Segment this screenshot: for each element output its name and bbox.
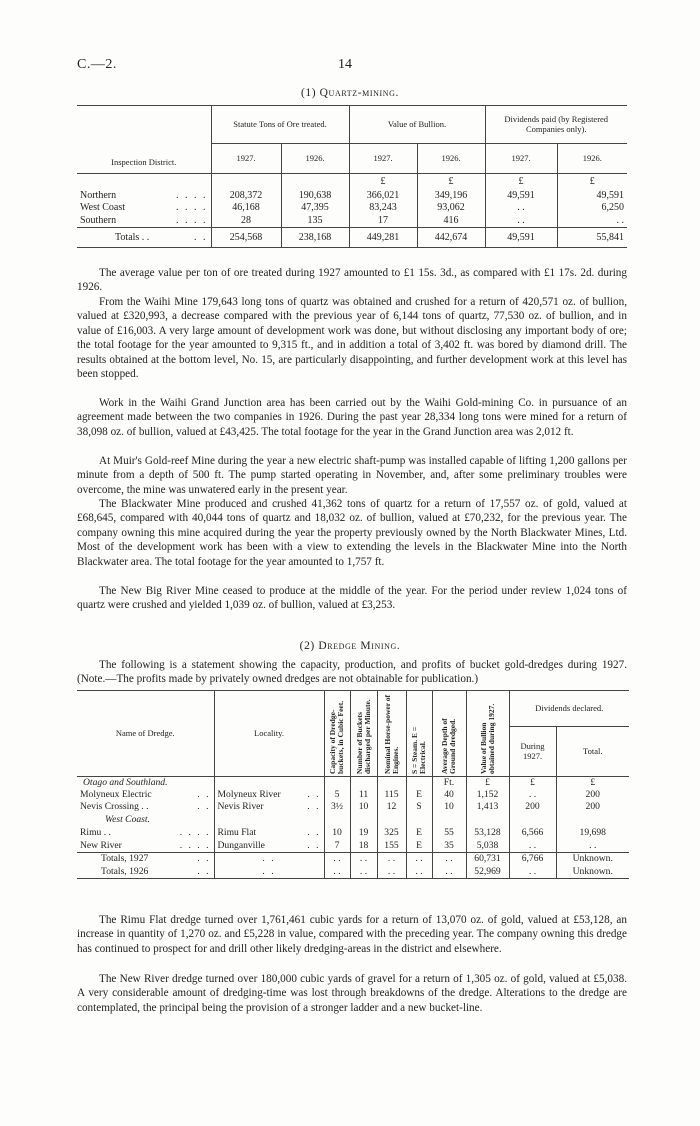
cell: . . — [324, 853, 350, 865]
leader-dots: . . — [197, 865, 211, 877]
cell: 53,128 — [466, 827, 509, 839]
cell: 19 — [350, 827, 377, 839]
cell: 18 — [350, 839, 377, 853]
quartz-year: 1926. — [281, 144, 349, 174]
leader-dots: . . . . — [176, 214, 208, 226]
cell: 5 — [324, 789, 350, 801]
cell: 200 — [509, 801, 556, 813]
group-label: Otago and Southland. — [83, 777, 168, 789]
dredge-col-power: S = Steam. E = Electrical. — [410, 726, 427, 774]
cell: 366,021 — [349, 190, 417, 202]
unit-label: £ — [557, 174, 627, 190]
cell: 155 — [377, 839, 406, 853]
leader-dots: . . . . — [179, 827, 211, 838]
cell: 3½ — [324, 801, 350, 813]
paragraph: The New Big River Mine ceased to produce at the middle of the year. For the period under review 1,024 tons of quartz were crushed and yielded 1,039 oz. of bullion, valued at £3,253. — [77, 585, 627, 612]
dredge-table — [77, 690, 629, 879]
cell: 49,591 — [485, 190, 557, 202]
cell: . . — [432, 853, 466, 865]
dredge-section-title — [0, 640, 700, 652]
cell: 200 — [556, 789, 629, 801]
paragraph: Work in the Waihi Grand Junction area has been carried out by the Waihi Gold-mining Co. in pursuance of an agreement made between the two companies in 1926. During the past year 28,334 long tons were mined for a return of 38,098 oz. of bullion, valued at £43,425. The total footage for the year in the Grand Junction area was 2,012 ft. — [77, 397, 627, 438]
cell: 449,281 — [349, 228, 417, 248]
cell: 47,395 — [281, 202, 349, 214]
table-row — [77, 827, 629, 839]
cell: 10 — [432, 801, 466, 813]
cell: 52,969 — [466, 865, 509, 879]
unit-label: £ — [509, 777, 556, 789]
cell: . . — [556, 839, 629, 853]
dredge-col-buckets: Number of Buckets discharged per Minute. — [354, 698, 372, 774]
district-name: Southern — [80, 214, 117, 226]
unit-label: £ — [466, 777, 509, 789]
cell: 190,638 — [281, 190, 349, 202]
leader-dots: . . . . — [176, 190, 208, 201]
group-label: West Coast. — [105, 814, 150, 825]
cell: 35 — [432, 839, 466, 853]
cell: . . — [214, 865, 324, 879]
cell: . . — [406, 865, 432, 879]
unit-label — [281, 174, 349, 190]
locality: Rimu Flat — [217, 827, 257, 838]
quartz-table — [77, 105, 627, 248]
totals-label: Totals, 1927 — [101, 853, 149, 865]
quartz-year: 1927. — [485, 144, 557, 174]
unit-label: £ — [417, 174, 485, 190]
quartz-year: 1927. — [211, 144, 281, 174]
quartz-year: 1926. — [417, 144, 485, 174]
locality: Molyneux River — [217, 789, 281, 800]
leader-dots: . . — [307, 801, 321, 812]
unit-label — [211, 174, 281, 190]
cell: . . — [350, 865, 377, 879]
leader-dots: . . . . — [179, 839, 211, 851]
cell: 1,152 — [466, 789, 509, 801]
cell: 7 — [324, 839, 350, 853]
cell: 5,038 — [466, 839, 509, 853]
cell: 6,766 — [509, 853, 556, 865]
cell: 6,250 — [557, 202, 627, 214]
quartz-section-title — [0, 87, 700, 99]
cell: 115 — [377, 789, 406, 801]
unit-label: £ — [485, 174, 557, 190]
unit-label: Ft. — [432, 777, 466, 789]
cell: E — [406, 827, 432, 839]
cell: 135 — [281, 214, 349, 228]
cell: . . — [350, 853, 377, 865]
cell: 12 — [377, 801, 406, 813]
leader-dots: . . — [307, 839, 321, 851]
cell: 83,243 — [349, 202, 417, 214]
cell: 1,413 — [466, 801, 509, 813]
quartz-title-text: Quartz-mining. — [319, 87, 400, 99]
dredge-name: Rimu . . — [80, 827, 111, 838]
cell: 19,698 — [556, 827, 629, 839]
page-number: 14 — [338, 57, 352, 72]
totals-row — [77, 865, 629, 879]
paragraph: From the Waihi Mine 179,643 long tons of quartz was obtained and crushed for a return of 420,571 oz. of bullion, valued at £320,993, a decrease compared with the previous year of 6,144 tons of quartz, 77,530 oz. of bullion, and in value of £16,003. A very large amount of development work was done, but without disclosing any important body of ore; the total footage for the year amounted to 9,315 ft., and in addition a total of 3,402 ft. was bored by diamond drill. The results obtained at the bottom level, No. 15, are particularly disappointing, and further development work at this level has been stopped. — [77, 296, 627, 381]
cell: 55,841 — [557, 228, 627, 248]
district-name: West Coast — [80, 202, 126, 213]
dredge-col-locality: Locality. — [214, 691, 324, 777]
cell: 28 — [211, 214, 281, 228]
totals-row — [77, 853, 629, 865]
cell: 11 — [350, 789, 377, 801]
cell: 46,168 — [211, 202, 281, 214]
leader-dots: . . — [307, 789, 321, 800]
cell: 238,168 — [281, 228, 349, 248]
dredge-col-during: During 1927. — [509, 727, 556, 777]
cell: . . — [214, 853, 324, 865]
district-name: Northern — [80, 190, 117, 201]
quartz-year: 1926. — [557, 144, 627, 174]
cell: 10 — [324, 827, 350, 839]
paragraph: The New River dredge turned over 180,000 cubic yards of gravel for a return of 1,305 oz. of gold, valued at £5,038. A very considerable amount of dredging-time was lost through breakdowns of the dredge. Alterations to the dredge are contemplated, the principal being the provision of a stronger ladder and a new bucket-line. — [77, 973, 627, 1014]
cell: 349,196 — [417, 190, 485, 202]
dredge-col-name: Name of Dredge. — [115, 727, 175, 738]
dredge-title-number: (2) — [299, 640, 315, 652]
dredge-col-depth: Average Depth of Ground dredged. — [440, 717, 457, 774]
cell: 6,566 — [509, 827, 556, 839]
cell: S — [406, 801, 432, 813]
dredge-col-dividends: Dividends declared. — [509, 691, 629, 727]
locality: Dunganville — [217, 839, 265, 851]
totals-row — [77, 228, 627, 248]
cell: 442,674 — [417, 228, 485, 248]
table-row — [77, 789, 629, 801]
cell: 49,591 — [557, 190, 627, 202]
dredge-col-hp: Nominal Horse-power of Engines. — [382, 694, 400, 774]
dredge-name: Molyneux Electric — [80, 789, 152, 800]
table-row — [77, 801, 629, 813]
leader-dots: . . — [197, 853, 211, 865]
paragraph: The average value per ton of ore treated during 1927 amounted to £1 15s. 3d., as compared with £1 17s. 2d. during 1926. — [77, 267, 627, 294]
cell: 325 — [377, 827, 406, 839]
locality: Nevis River — [217, 801, 264, 812]
quartz-title-number: (1) — [300, 87, 317, 99]
quartz-col-district: Inspection District. — [111, 156, 177, 167]
table-row — [77, 214, 627, 228]
cell: 208,372 — [211, 190, 281, 202]
leader-dots: . . — [197, 789, 211, 800]
cell: . . — [377, 865, 406, 879]
cell: 93,062 — [417, 202, 485, 214]
cell: 10 — [350, 801, 377, 813]
quartz-year: 1927. — [349, 144, 417, 174]
cell: 416 — [417, 214, 485, 228]
report-code: C.—2. — [77, 57, 117, 72]
cell: 60,731 — [466, 853, 509, 865]
cell: . . — [509, 839, 556, 853]
cell: 55 — [432, 827, 466, 839]
cell: Unknown. — [556, 853, 629, 865]
dredge-intro: The following is a statement showing the capacity, production, and profits of bucket gold-dredges during 1927. (Note.—The profits made by privately owned dredges are not obtainable for publication.) — [77, 659, 627, 686]
leader-dots: . . — [197, 801, 211, 812]
leader-dots: . . — [307, 827, 321, 838]
cell: 200 — [556, 801, 629, 813]
table-row — [77, 202, 627, 214]
table-row — [77, 839, 629, 853]
cell: 49,591 — [485, 228, 557, 248]
cell: 40 — [432, 789, 466, 801]
cell: . . — [324, 865, 350, 879]
cell: . . — [406, 853, 432, 865]
totals-label: Totals, 1926 — [101, 865, 149, 877]
cell: . . — [509, 865, 556, 879]
dredge-col-bullion: Value of Bullion obtained during 1927. — [478, 703, 496, 774]
cell: . . — [509, 789, 556, 801]
dredge-col-total: Total. — [556, 727, 629, 777]
leader-dots: . . — [194, 232, 208, 243]
paragraph: The Blackwater Mine produced and crushed 41,362 tons of quartz for a return of 17,557 oz. of gold, valued at £68,645, compared with 40,044 tons of quartz and 18,032 oz. of bullion, valued at £70,232, for the previous year. The company owning this mine acquired during the year the property previously owned by the North Blackwater Mines, Ltd. Most of the development work has been with a view to extending the levels in the Blackwater Mine into the North Blackwater area. The total footage for the year amounted to 1,757 ft. — [77, 498, 627, 568]
dredge-title-text: Dredge Mining. — [318, 640, 401, 652]
cell: . . — [485, 202, 557, 214]
quartz-col-value: Value of Bullion. — [349, 106, 485, 144]
cell: . . — [432, 865, 466, 879]
dredge-col-capacity: Capacity of Dredge-buckets, in Cubic Feet. — [328, 700, 345, 774]
cell: . . — [377, 853, 406, 865]
leader-dots: . . . . — [176, 202, 208, 213]
quartz-col-dividends: Dividends paid (by Registered Companies only). — [485, 106, 627, 144]
dredge-name: Nevis Crossing . . — [80, 801, 149, 812]
paragraph: At Muir's Gold-reef Mine during the year a new electric shaft-pump was installed capable of lifting 1,200 gallons per minute from a depth of 500 ft. The pump started operating in November, and, after some preliminary troubles were overcome, the mine was unwatered early in the present year. — [77, 455, 627, 496]
paragraph: The Rimu Flat dredge turned over 1,761,461 cubic yards for a return of 13,070 oz. of gold, valued at £53,128, an increase in quantity of 1,270 oz. and £5,228 in value, compared with the preceding year. The company owning this dredge has continued to prospect for and drill other likely dredging-areas in the district and elsewhere. — [77, 914, 627, 955]
cell: E — [406, 789, 432, 801]
cell: 17 — [349, 214, 417, 228]
unit-label: £ — [556, 777, 629, 789]
cell: . . — [485, 214, 557, 228]
cell: Unknown. — [556, 865, 629, 879]
table-row — [77, 190, 627, 202]
cell: E — [406, 839, 432, 853]
cell: 254,568 — [211, 228, 281, 248]
quartz-col-tons: Statute Tons of Ore treated. — [211, 106, 349, 144]
totals-label: Totals . . — [115, 232, 150, 243]
dredge-name: New River — [80, 839, 122, 851]
unit-label: £ — [349, 174, 417, 190]
cell: . . — [557, 214, 627, 228]
